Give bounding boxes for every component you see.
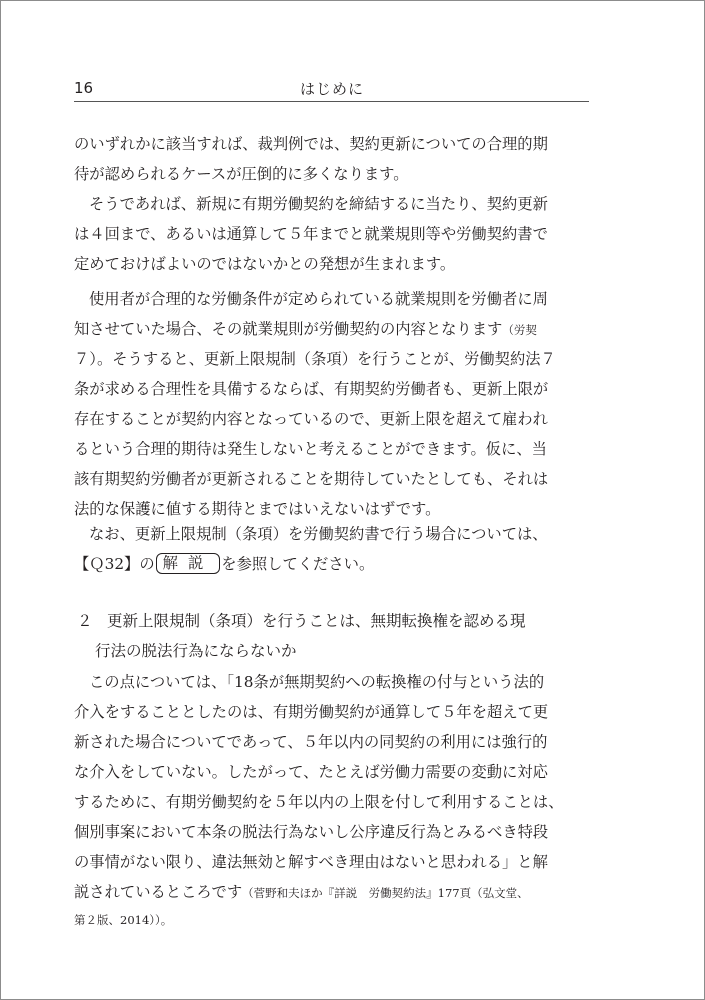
body-line: なお、更新上限規制（条項）を労働契約書で行う場合については、 (89, 525, 548, 543)
body-line: 個別事案において本条の脱法行為ないし公序違反行為とみるべき特段 (74, 823, 549, 841)
body-line: 条が求める合理性を具備するならば、有期契約労働者も、更新上限が (74, 380, 549, 398)
body-line (74, 549, 589, 579)
body-line: そうであれば、新規に有期労働契約を締結するに当たり、契約更新 (89, 195, 548, 213)
citation-note: 第２版、2014））。 (74, 913, 173, 927)
body-line: 法的な保護に値する期待とまではいえないはずです。 (74, 500, 441, 518)
page-header (74, 75, 589, 103)
kaisetsu-badge: 解説 (156, 553, 221, 574)
citation-note: （労契 (502, 323, 537, 337)
body-line: るという合理的期待は発生しないと考えることができます。仮に、当 (74, 440, 547, 458)
body-line: 存在することが契約内容となっているので、更新上限を超えて雇われ (74, 410, 548, 428)
body-line: ７）。そうすると、更新上限規制（条項）を行うことが、労働契約法７ (74, 350, 556, 368)
body-text: を参照してください。 (221, 555, 375, 573)
body-line (74, 314, 589, 344)
body-line (74, 877, 589, 907)
citation-note: （菅野和夫ほか『詳説 労働契約法』177頁（弘文堂、 (242, 886, 529, 900)
section-heading (74, 607, 594, 635)
body-line: この点については、「18条が無期契約への転換権の付与という法的 (89, 673, 545, 691)
body-text: 知させていた場合、その就業規則が労働契約の内容となります (74, 320, 503, 338)
body-line: な介入をしていない。したがって、たとえば労働力需要の変動に対応 (74, 763, 548, 781)
body-line: 待が認められるケースが圧倒的に多くなります。 (74, 165, 409, 183)
body-line: のいずれかに該当すれば、裁判例では、契約更新についての合理的期 (74, 135, 548, 153)
section-number: ２ (77, 612, 93, 630)
question-reference: 【Ｑ32】の (74, 555, 155, 573)
body-line: するために、有期労働契約を５年以内の上限を付して利用することは、 (74, 793, 564, 811)
body-text: 説されているところです (74, 883, 243, 901)
body-line: 新された場合についてであって、５年以内の同契約の利用には強行的 (74, 733, 548, 751)
section-heading-text: 更新上限規制（条項）を行うことは、無期転換権を認める現 (107, 612, 526, 630)
header-rule (74, 101, 589, 102)
body-line: の事情がない限り、違法無効と解すべき理由はないと思われる」と解 (74, 853, 548, 871)
body-line: は４回まで、あるいは通算して５年までと就業規則等や労働契約書で (74, 225, 548, 243)
running-title: はじめに (300, 80, 365, 98)
page-number: 16 (74, 79, 94, 97)
body-line: 介入をすることとしたのは、有期労働契約が通算して５年を超えて更 (74, 703, 549, 721)
body-line: 定めておけばよいのではないかとの発想が生まれます。 (74, 255, 456, 273)
body-line: 該有期契約労働者が更新されることを期待していたとしても、それは (74, 470, 549, 488)
body-line: 使用者が合理的な労働条件が定められている就業規則を労働者に周 (89, 290, 548, 308)
section-heading-continued: 行法の脱法行為にならないか (95, 642, 297, 660)
